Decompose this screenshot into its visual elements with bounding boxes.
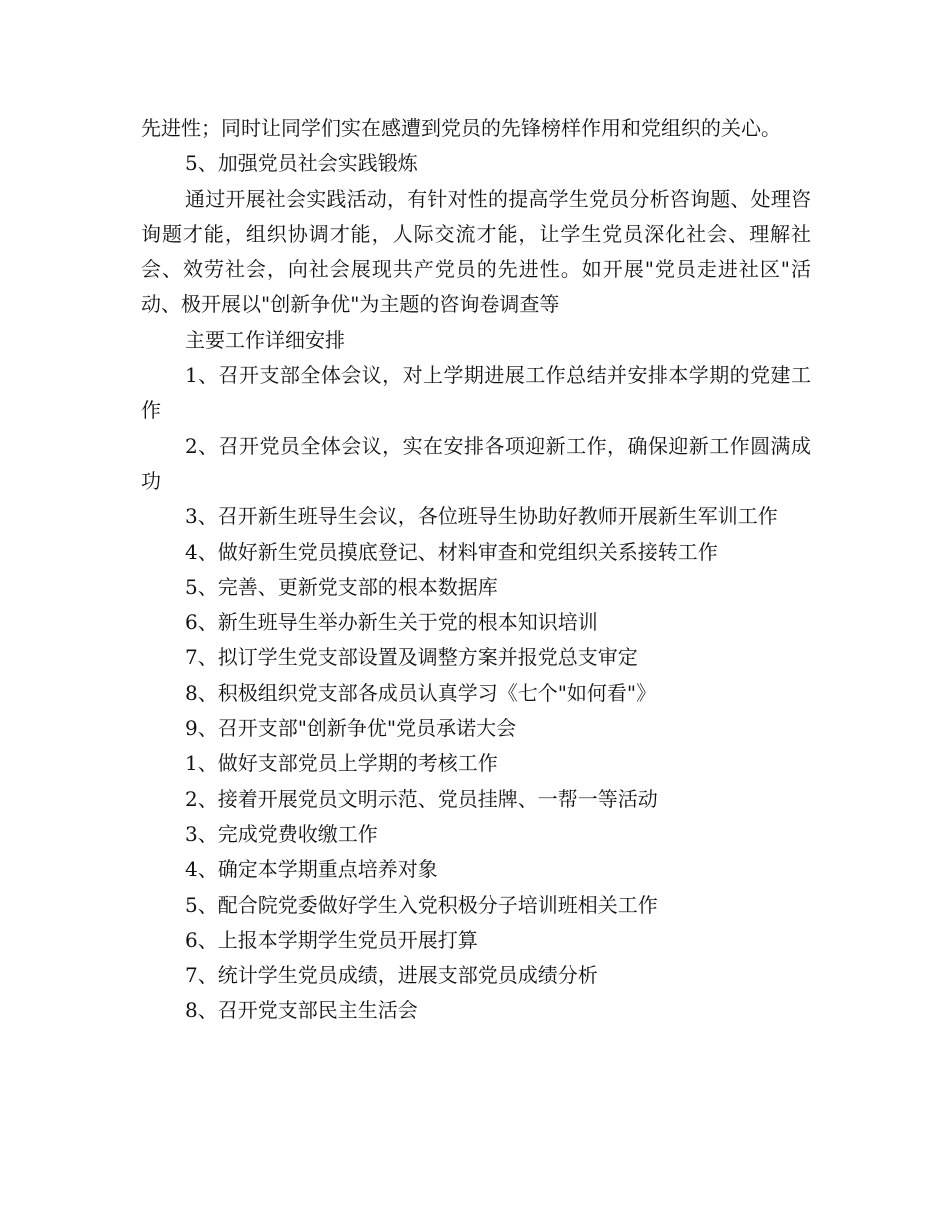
list-item: 8、召开党支部民主生活会 [185,998,418,1023]
list-item: 7、拟订学生党支部设置及调整方案并报党总支审定 [185,645,638,670]
list-item: 5、配合院党委做好学生入党积极分子培训班相关工作 [185,892,658,917]
list-item: 9、召开支部"创新争优"党员承诺大会 [185,716,517,741]
list-item: 2、召开党员全体会议，实在安排各项迎新工作，确保迎新工作圆满成功 [141,433,811,493]
list-item: 1、做好支部党员上学期的考核工作 [185,751,498,776]
list-item: 4、做好新生党员摸底登记、材料审查和党组织关系接转工作 [185,539,718,564]
list-item: 2、接着开展党员文明示范、党员挂牌、一帮一等活动 [185,786,658,811]
list-item: 4、确定本学期重点培养对象 [185,857,438,882]
list-item: 6、新生班导生举办新生关于党的根本知识培训 [185,610,598,635]
list-item: 6、上报本学期学生党员开展打算 [185,927,478,952]
list-item: 1、召开支部全体会议，对上学期进展工作总结并安排本学期的党建工作 [141,363,811,423]
section-heading: 5、加强党员社会实践锻炼 [185,151,418,176]
section-heading: 主要工作详细安排 [185,327,345,352]
paragraph: 通过开展社会实践活动，有针对性的提高学生党员分析咨询题、处理咨询题才能，组织协调才能，人际交流才能，让学生党员深化社会、理解社会、效劳社会，向社会展现共产党员的先进性。如开展"党员走进社区"活动、极开展以"创新争优"为主题的咨询卷调查等 [141,186,811,317]
list-item: 7、统计学生党员成绩，进展支部党员成绩分析 [185,963,598,988]
list-item: 5、完善、更新党支部的根本数据库 [185,574,498,599]
list-item: 3、召开新生班导生会议，各位班导生协助好教师开展新生军训工作 [185,504,778,529]
list-item: 3、完成党费收缴工作 [185,821,378,846]
document-body [141,111,811,1029]
list-item: 8、积极组织党支部各成员认真学习《七个"如何看"》 [185,680,657,705]
paragraph: 先进性；同时让同学们实在感遭到党员的先锋榜样作用和党组织的关心。 [141,116,781,140]
